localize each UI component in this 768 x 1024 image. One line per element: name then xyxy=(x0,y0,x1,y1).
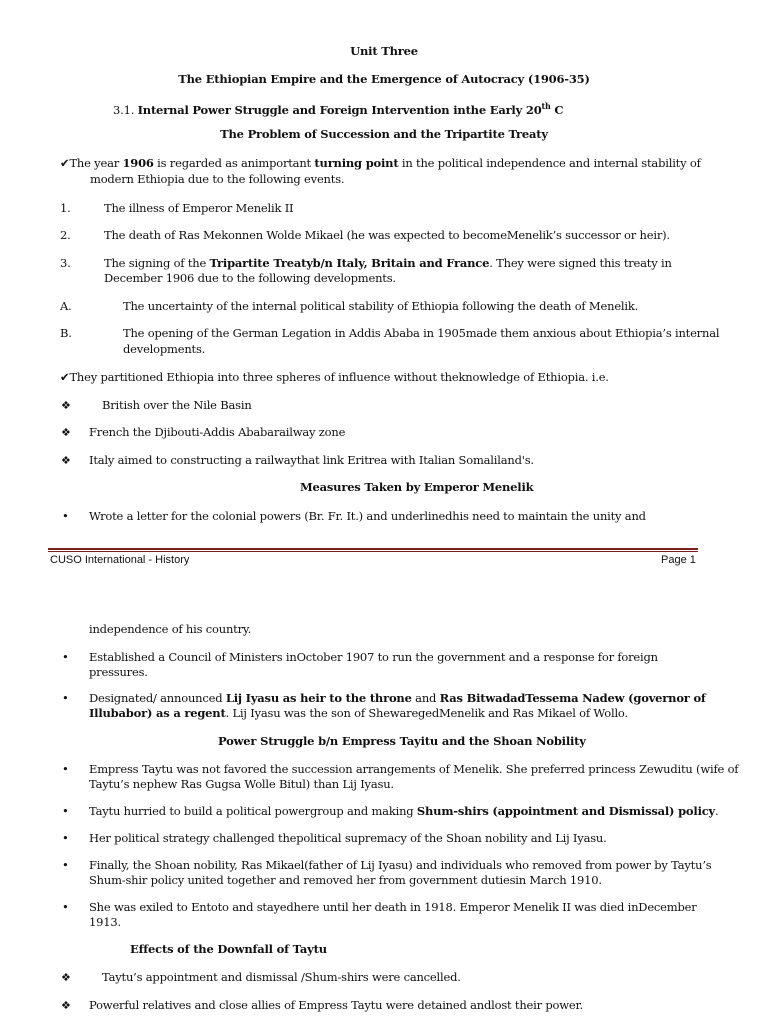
list-item-line2: Illubabor) as a regent. Lij Iyasu was the son of ShewaregedMenelik and Ras Mikael of Wollo. xyxy=(89,706,628,720)
section-heading: 3.1. Internal Power Struggle and Foreign Intervention inthe Early 20th C xyxy=(113,101,564,117)
list-item: She was exiled to Entoto and stayedhere until her death in 1918. Emperor Menelik II was died inDecember xyxy=(89,900,697,914)
paragraph-1906: ✔The year 1906 is regarded as animportant turning point in the political independence and internal stability of xyxy=(60,156,701,170)
diamond-bullet-icon: ❖ xyxy=(61,999,71,1012)
list-item: The signing of the Tripartite Treatyb/n Italy, Britain and France. They were signed this treaty in xyxy=(104,256,672,270)
paragraph-1906-line2: modern Ethiopia due to the following events. xyxy=(90,172,345,186)
list-number: 3. xyxy=(60,256,71,270)
bullet-icon: • xyxy=(62,804,69,818)
checkmark-icon: ✔ xyxy=(60,156,70,170)
diamond-bullet-icon: ❖ xyxy=(61,399,71,412)
diamond-bullet-icon: ❖ xyxy=(61,971,71,984)
list-item: Powerful relatives and close allies of Empress Taytu were detained andlost their power. xyxy=(89,998,583,1012)
list-item: The illness of Emperor Menelik II xyxy=(104,201,294,215)
subheading-measures: Measures Taken by Emperor Menelik xyxy=(300,480,534,494)
bullet-icon: • xyxy=(62,762,69,776)
list-item: Italy aimed to constructing a railwaythat link Eritrea with Italian Somaliland's. xyxy=(89,453,534,467)
list-item: Designated/ announced Lij Iyasu as heir to the throne and Ras BitwadadTessema Nadew (governor of xyxy=(89,691,706,705)
subheading-effects: Effects of the Downfall of Taytu xyxy=(130,942,327,956)
bullet-icon: • xyxy=(62,650,69,664)
list-item: Her political strategy challenged thepolitical supremacy of the Shoan nobility and Lij Iyasu. xyxy=(89,831,607,845)
footer-rule xyxy=(48,548,698,550)
list-item-line2: Shum-shir policy united together and removed her from government dutiesin March 1910. xyxy=(89,873,602,887)
list-number: 2. xyxy=(60,228,71,242)
list-item: Taytu hurried to build a political powergroup and making Shum-shirs (appointment and Dismissal) policy. xyxy=(89,804,719,818)
bullet-icon: • xyxy=(62,691,69,705)
list-item: French the Djibouti-Addis Ababarailway zone xyxy=(89,425,346,439)
subheading-power-struggle: Power Struggle b/n Empress Tayitu and the Shoan Nobility xyxy=(218,734,586,748)
list-item: The opening of the German Legation in Addis Ababa in 1905made them anxious about Ethiopia’s internal xyxy=(123,326,720,340)
bullet-icon: • xyxy=(62,831,69,845)
list-number: 1. xyxy=(60,201,71,215)
list-item: Taytu’s appointment and dismissal /Shum-shirs were cancelled. xyxy=(102,970,461,984)
unit-title: Unit Three xyxy=(350,44,418,58)
diamond-bullet-icon: ❖ xyxy=(61,426,71,439)
list-item: Established a Council of Ministers inOctober 1907 to run the government and a response for foreign xyxy=(89,650,658,664)
bullet-icon: • xyxy=(62,858,69,872)
list-item: The death of Ras Mekonnen Wolde Mikael (he was expected to becomeMenelik’s successor or heir). xyxy=(104,228,670,242)
continuation-text: independence of his country. xyxy=(89,622,252,636)
list-item-line2: developments. xyxy=(123,342,206,356)
list-letter: B. xyxy=(60,326,72,340)
page-number: Page 1 xyxy=(661,554,696,566)
list-item: Finally, the Shoan nobility, Ras Mikael(father of Lij Iyasu) and individuals who removed from power by Taytu’s xyxy=(89,858,712,872)
bullet-icon: • xyxy=(62,509,69,523)
chapter-title: The Ethiopian Empire and the Emergence of Autocracy (1906-35) xyxy=(178,72,590,86)
checkmark-icon: ✔ xyxy=(60,370,70,384)
list-item-line2: pressures. xyxy=(89,665,148,679)
list-item-line2: Taytu’s nephew Ras Gugsa Wolle Bitul) than Lij Iyasu. xyxy=(89,777,394,791)
list-item: British over the Nile Basin xyxy=(102,398,252,412)
footer-rule-thin xyxy=(48,551,698,552)
footer-left: CUSO International - History xyxy=(50,554,190,566)
bullet-icon: • xyxy=(62,900,69,914)
list-item-line2: 1913. xyxy=(89,915,121,929)
paragraph-partition: ✔They partitioned Ethiopia into three spheres of influence without theknowledge of Ethiopia. i.e. xyxy=(60,370,609,384)
list-item: The uncertainty of the internal political stability of Ethiopia following the death of Menelik. xyxy=(123,299,639,313)
list-item: Empress Taytu was not favored the succession arrangements of Menelik. She preferred princess Zewuditu (wife of xyxy=(89,762,739,776)
list-item-line2: December 1906 due to the following developments. xyxy=(104,271,396,285)
list-item: Wrote a letter for the colonial powers (Br. Fr. It.) and underlinedhis need to maintain the unity and xyxy=(89,509,646,523)
subheading-succession: The Problem of Succession and the Tripartite Treaty xyxy=(220,127,548,141)
list-letter: A. xyxy=(60,299,72,313)
diamond-bullet-icon: ❖ xyxy=(61,454,71,467)
